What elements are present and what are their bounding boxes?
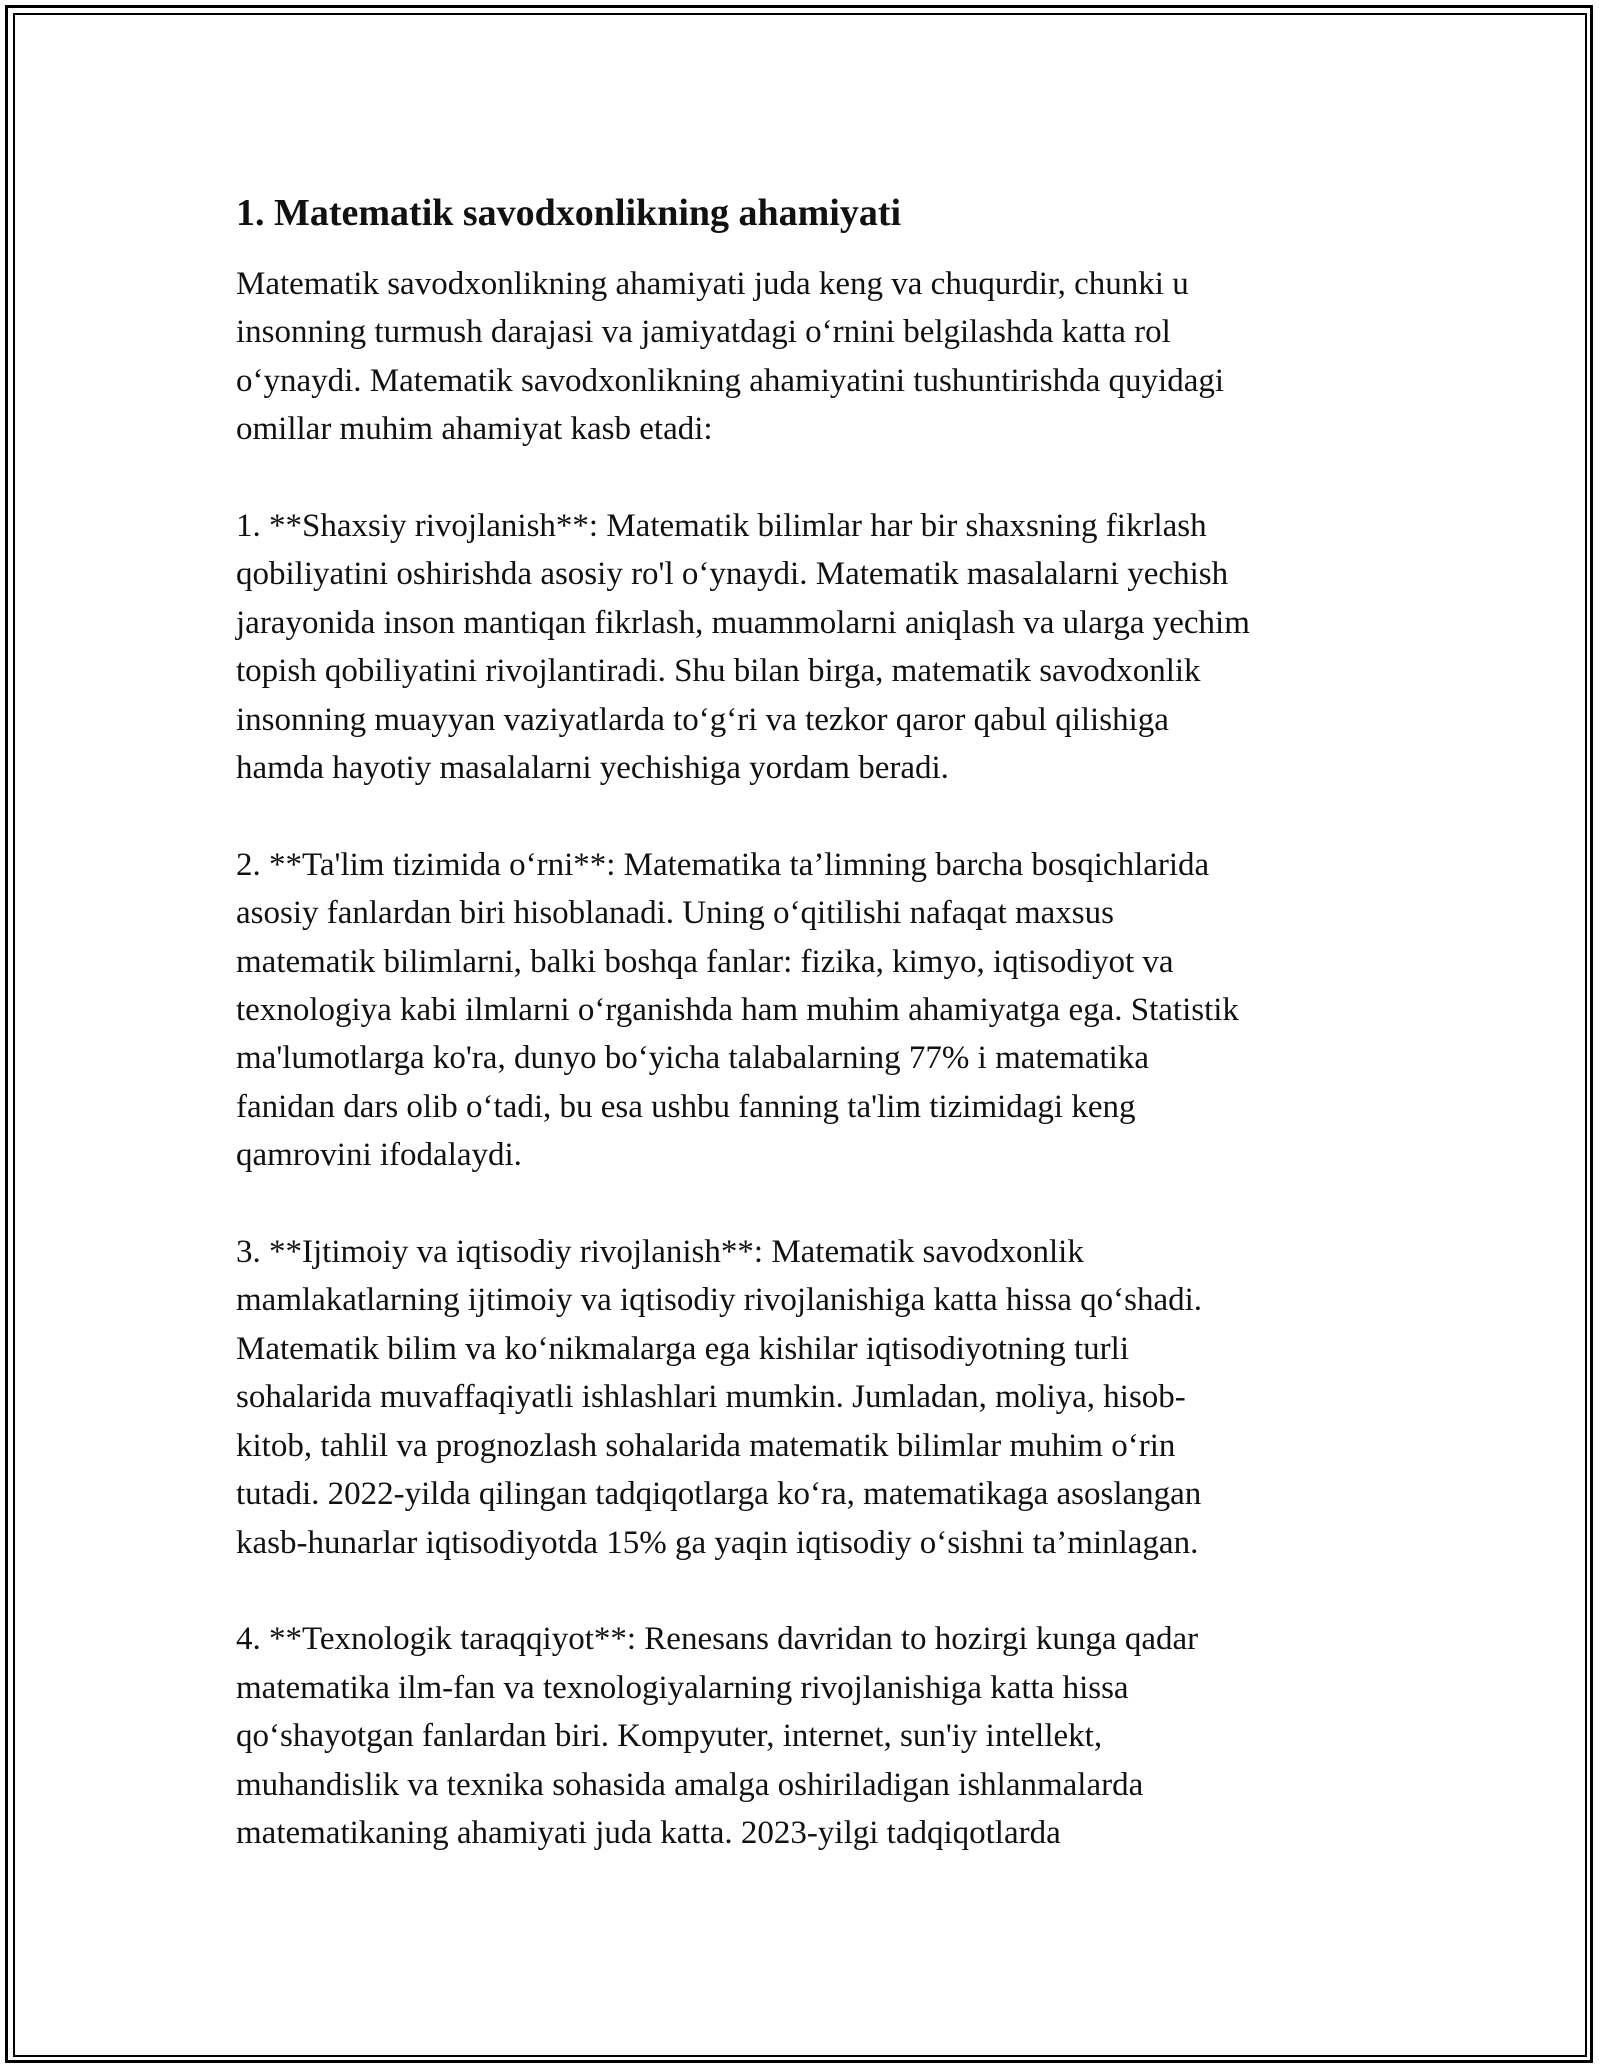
list-item-technological-progress: 4. **Texnologik taraqqiyot**: Renesans davridan to hozirgi kunga qadar matematika ilm-fan va texnologiyalarning rivojlanishiga katta hissa qo‘shayotgan fanlardan biri. Kompyuter, internet, sun'iy intellekt, muhandislik va texnika sohasida amalga oshiriladigan ishlanmalarda matematikaning ahamiyati juda katta. 2023-yilgi tadqiqotlarda [236, 1621, 1199, 1851]
intro-paragraph: Matematik savodxonlikning ahamiyati juda keng va chuqurdir, chunki u insonning turmush darajasi va jamiyatdagi o‘rnini belgilashda katta rol o‘ynaydi. Matematik savodxonlikning ahamiyatini tushuntirishda quyidagi omillar muhim ahamiyat kasb etadi: [236, 266, 1225, 448]
section-heading: 1. Matematik savodxonlikning ahamiyati [236, 192, 902, 234]
document-body [236, 188, 1376, 1857]
list-item-education-system: 2. **Ta'lim tizimida o‘rni**: Matematika ta’limning barcha bosqichlarida asosiy fanlardan biri hisoblanadi. Uning o‘qitilishi nafaqat maxsus matematik bilimlarni, balki boshqa fanlar: fizika, kimyo, iqtisodiyot va texnologiya kabi ilmlarni o‘rganishda ham muhim ahamiyatga ega. Statistik ma'lumotlarga ko'ra, dunyo bo‘yicha talabalarning 77% i matematika fanidan dars olib o‘tadi, bu esa ushbu fanning ta'lim tizimidagi keng qamrovini ifodalaydi. [236, 846, 1239, 1174]
list-item-social-economic: 3. **Ijtimoiy va iqtisodiy rivojlanish**: Matematik savodxonlik mamlakatlarning ijtimoiy va iqtisodiy rivojlanishiga katta hissa qo‘shadi. Matematik bilim va ko‘nikmalarga ega kishilar iqtisodiyotning turli sohalarida muvaffaqiyatli ishlashlari mumkin. Jumladan, moliya, hisob- kitob, tahlil va prognozlash sohalarida matematik bilimlar muhim o‘rin tutadi. 2022-yilda qilingan tadqiqotlarga ko‘ra, matematikaga asoslangan kasb-hunarlar iqtisodiyotda 15% ga yaqin iqtisodiy o‘sishni ta’minlagan. [236, 1234, 1203, 1561]
list-item-personal-development: 1. **Shaxsiy rivojlanish**: Matematik bilimlar har bir shaxsning fikrlash qobiliyatini oshirishda asosiy ro'l o‘ynaydi. Matematik masalalarni yechish jarayonida inson mantiqan fikrlash, muammolarni aniqlash va ularga yechim topish qobiliyatini rivojlantiradi. Shu bilan birga, matematik savodxonlik insonning muayyan vaziyatlarda to‘g‘ri va tezkor qaror qabul qilishiga hamda hayotiy masalalarni yechishiga yordam beradi. [236, 508, 1250, 787]
